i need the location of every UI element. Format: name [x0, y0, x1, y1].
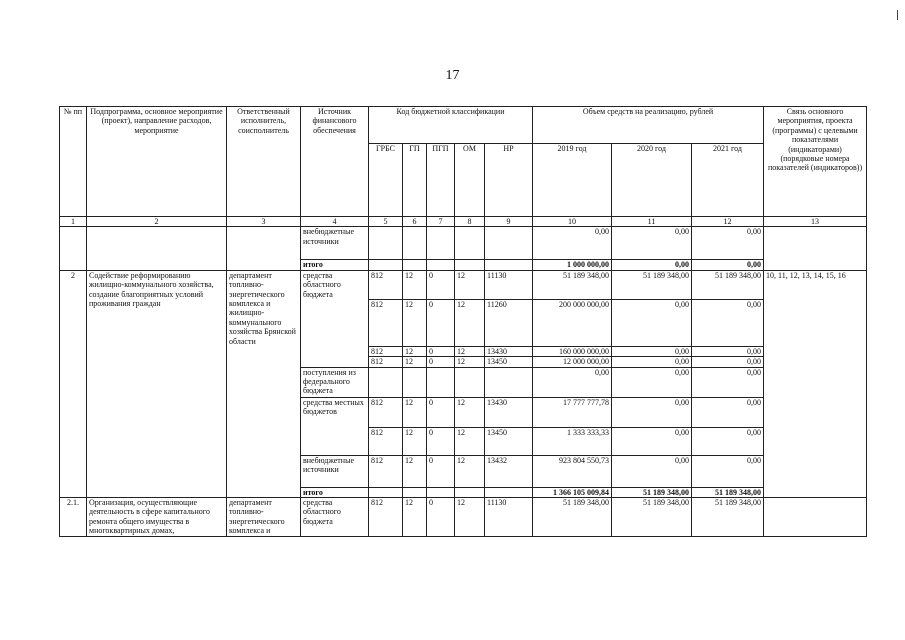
nr-cell: 13430 [485, 397, 533, 427]
value-2020: 0,00 [612, 357, 692, 367]
nr-cell: 11260 [485, 299, 533, 346]
col-number: 11 [612, 217, 692, 227]
table-row [60, 270, 867, 299]
grbs-cell: 812 [369, 397, 403, 427]
nr-cell [485, 487, 533, 497]
num-cell [60, 227, 87, 270]
header-source: Источник финансового обеспечения [301, 107, 369, 217]
value-2020: 51 189 348,00 [612, 498, 692, 537]
col-number: 10 [533, 217, 612, 227]
executor-cell: департамент топливно-энергетического комплекса и жилищно-коммунального хозяйства Брянской области [227, 270, 301, 497]
grbs-cell [369, 260, 403, 270]
value-2021: 0,00 [692, 260, 764, 270]
value-2020: 0,00 [612, 227, 692, 260]
table-row [60, 498, 867, 537]
value-2021: 0,00 [692, 397, 764, 427]
value-2021: 0,00 [692, 367, 764, 397]
gp-cell: 12 [403, 357, 427, 367]
value-2021: 0,00 [692, 346, 764, 356]
executor-cell [227, 227, 301, 270]
page-number: 17 [445, 68, 460, 83]
om-cell [455, 367, 485, 397]
nr-cell: 13430 [485, 346, 533, 356]
gp-cell: 12 [403, 455, 427, 487]
value-2020: 0,00 [612, 427, 692, 455]
source-cell: итого [301, 260, 369, 270]
value-2021: 51 189 348,00 [692, 498, 764, 537]
gp-cell: 12 [403, 397, 427, 427]
program-cell [87, 227, 227, 270]
value-2021: 0,00 [692, 427, 764, 455]
col-number: 4 [301, 217, 369, 227]
pgp-cell: 0 [427, 346, 455, 356]
grbs-cell [369, 367, 403, 397]
value-2019: 1 366 105 009,84 [533, 487, 612, 497]
grbs-cell: 812 [369, 455, 403, 487]
num-cell: 2.1. [60, 498, 87, 537]
pgp-cell: 0 [427, 299, 455, 346]
grbs-cell: 812 [369, 357, 403, 367]
value-2020: 0,00 [612, 346, 692, 356]
header-num: № пп [60, 107, 87, 217]
om-cell: 12 [455, 270, 485, 299]
pgp-cell: 0 [427, 270, 455, 299]
value-2019: 12 000 000,00 [533, 357, 612, 367]
value-2020: 0,00 [612, 299, 692, 346]
header-link: Связь основного мероприятия, проекта (программы) с целевыми показателями (индикаторами) (порядковые номера показателей (индикаторов)) [764, 107, 867, 217]
header-volume: Объем средств на реализацию, рублей [533, 107, 764, 144]
header-om: ОМ [455, 144, 485, 217]
source-cell: внебюджетные источники [301, 227, 369, 260]
header-program: Подпрограмма, основное мероприятие (проект), направление расходов, мероприятие [87, 107, 227, 217]
value-2020: 0,00 [612, 367, 692, 397]
header-budget-code: Код бюджетной классификации [369, 107, 533, 144]
table-row [60, 227, 867, 260]
link-cell [764, 498, 867, 537]
om-cell [455, 227, 485, 260]
value-2021: 0,00 [692, 299, 764, 346]
col-number: 5 [369, 217, 403, 227]
pgp-cell [427, 367, 455, 397]
gp-cell: 12 [403, 270, 427, 299]
value-2019: 51 189 348,00 [533, 270, 612, 299]
source-cell: поступления из федерального бюджета [301, 367, 369, 397]
link-cell: 10, 11, 12, 13, 14, 15, 16 [764, 270, 867, 497]
nr-cell: 13450 [485, 357, 533, 367]
pgp-cell: 0 [427, 498, 455, 537]
value-2021: 0,00 [692, 227, 764, 260]
pgp-cell: 0 [427, 427, 455, 455]
budget-table [59, 106, 867, 537]
nr-cell: 11130 [485, 498, 533, 537]
value-2020: 0,00 [612, 455, 692, 487]
om-cell: 12 [455, 397, 485, 427]
om-cell: 12 [455, 427, 485, 455]
om-cell [455, 260, 485, 270]
col-number: 13 [764, 217, 867, 227]
source-cell: итого [301, 487, 369, 497]
header-2020: 2020 год [612, 144, 692, 217]
col-number: 9 [485, 217, 533, 227]
header-grbs: ГРБС [369, 144, 403, 217]
pgp-cell: 0 [427, 397, 455, 427]
grbs-cell: 812 [369, 346, 403, 356]
col-number: 8 [455, 217, 485, 227]
gp-cell: 12 [403, 299, 427, 346]
nr-cell: 13432 [485, 455, 533, 487]
om-cell: 12 [455, 498, 485, 537]
value-2019: 1 333 333,33 [533, 427, 612, 455]
om-cell: 12 [455, 299, 485, 346]
nr-cell [485, 227, 533, 260]
source-cell: средства местных бюджетов [301, 397, 369, 455]
gp-cell: 12 [403, 427, 427, 455]
num-cell: 2 [60, 270, 87, 497]
value-2020: 0,00 [612, 397, 692, 427]
source-cell: средства областного бюджета [301, 270, 369, 367]
pgp-cell [427, 227, 455, 260]
nr-cell: 11130 [485, 270, 533, 299]
grbs-cell: 812 [369, 270, 403, 299]
link-cell [764, 227, 867, 270]
header-2021: 2021 год [692, 144, 764, 217]
value-2019: 17 777 777,78 [533, 397, 612, 427]
source-cell: внебюджетные источники [301, 455, 369, 487]
header-gp: ГП [403, 144, 427, 217]
pgp-cell: 0 [427, 455, 455, 487]
executor-cell: департамент топливно-энергетического комплекса и [227, 498, 301, 537]
col-number: 1 [60, 217, 87, 227]
om-cell: 12 [455, 357, 485, 367]
om-cell [455, 487, 485, 497]
value-2019: 200 000 000,00 [533, 299, 612, 346]
value-2020: 51 189 348,00 [612, 487, 692, 497]
source-cell: средства областного бюджета [301, 498, 369, 537]
value-2019: 160 000 000,00 [533, 346, 612, 356]
gp-cell: 12 [403, 346, 427, 356]
grbs-cell: 812 [369, 498, 403, 537]
col-number: 2 [87, 217, 227, 227]
page-corner-mark [897, 10, 898, 20]
value-2020: 0,00 [612, 260, 692, 270]
om-cell: 12 [455, 455, 485, 487]
grbs-cell: 812 [369, 427, 403, 455]
nr-cell: 13450 [485, 427, 533, 455]
value-2021: 51 189 348,00 [692, 487, 764, 497]
om-cell: 12 [455, 346, 485, 356]
nr-cell [485, 260, 533, 270]
header-pgp: ПГП [427, 144, 455, 217]
gp-cell [403, 260, 427, 270]
grbs-cell [369, 227, 403, 260]
value-2021: 51 189 348,00 [692, 270, 764, 299]
value-2020: 51 189 348,00 [612, 270, 692, 299]
grbs-cell [369, 487, 403, 497]
gp-cell [403, 227, 427, 260]
header-nr: НР [485, 144, 533, 217]
value-2019: 1 000 000,00 [533, 260, 612, 270]
header-executor: Ответственный исполнитель, соисполнитель [227, 107, 301, 217]
gp-cell: 12 [403, 498, 427, 537]
value-2021: 0,00 [692, 357, 764, 367]
pgp-cell [427, 487, 455, 497]
program-cell: Организация, осуществляющие деятельность в сфере капитального ремонта общего имущества в многоквартирных домах, [87, 498, 227, 537]
value-2019: 0,00 [533, 367, 612, 397]
program-cell: Содействие реформированию жилищно-коммунального хозяйства, создание благоприятных условий проживания граждан [87, 270, 227, 497]
gp-cell [403, 367, 427, 397]
pgp-cell: 0 [427, 357, 455, 367]
col-number: 12 [692, 217, 764, 227]
grbs-cell: 812 [369, 299, 403, 346]
header-2019: 2019 год [533, 144, 612, 217]
col-number: 3 [227, 217, 301, 227]
value-2019: 923 804 550,73 [533, 455, 612, 487]
gp-cell [403, 487, 427, 497]
value-2019: 51 189 348,00 [533, 498, 612, 537]
col-number: 7 [427, 217, 455, 227]
value-2021: 0,00 [692, 455, 764, 487]
nr-cell [485, 367, 533, 397]
value-2019: 0,00 [533, 227, 612, 260]
col-number: 6 [403, 217, 427, 227]
pgp-cell [427, 260, 455, 270]
